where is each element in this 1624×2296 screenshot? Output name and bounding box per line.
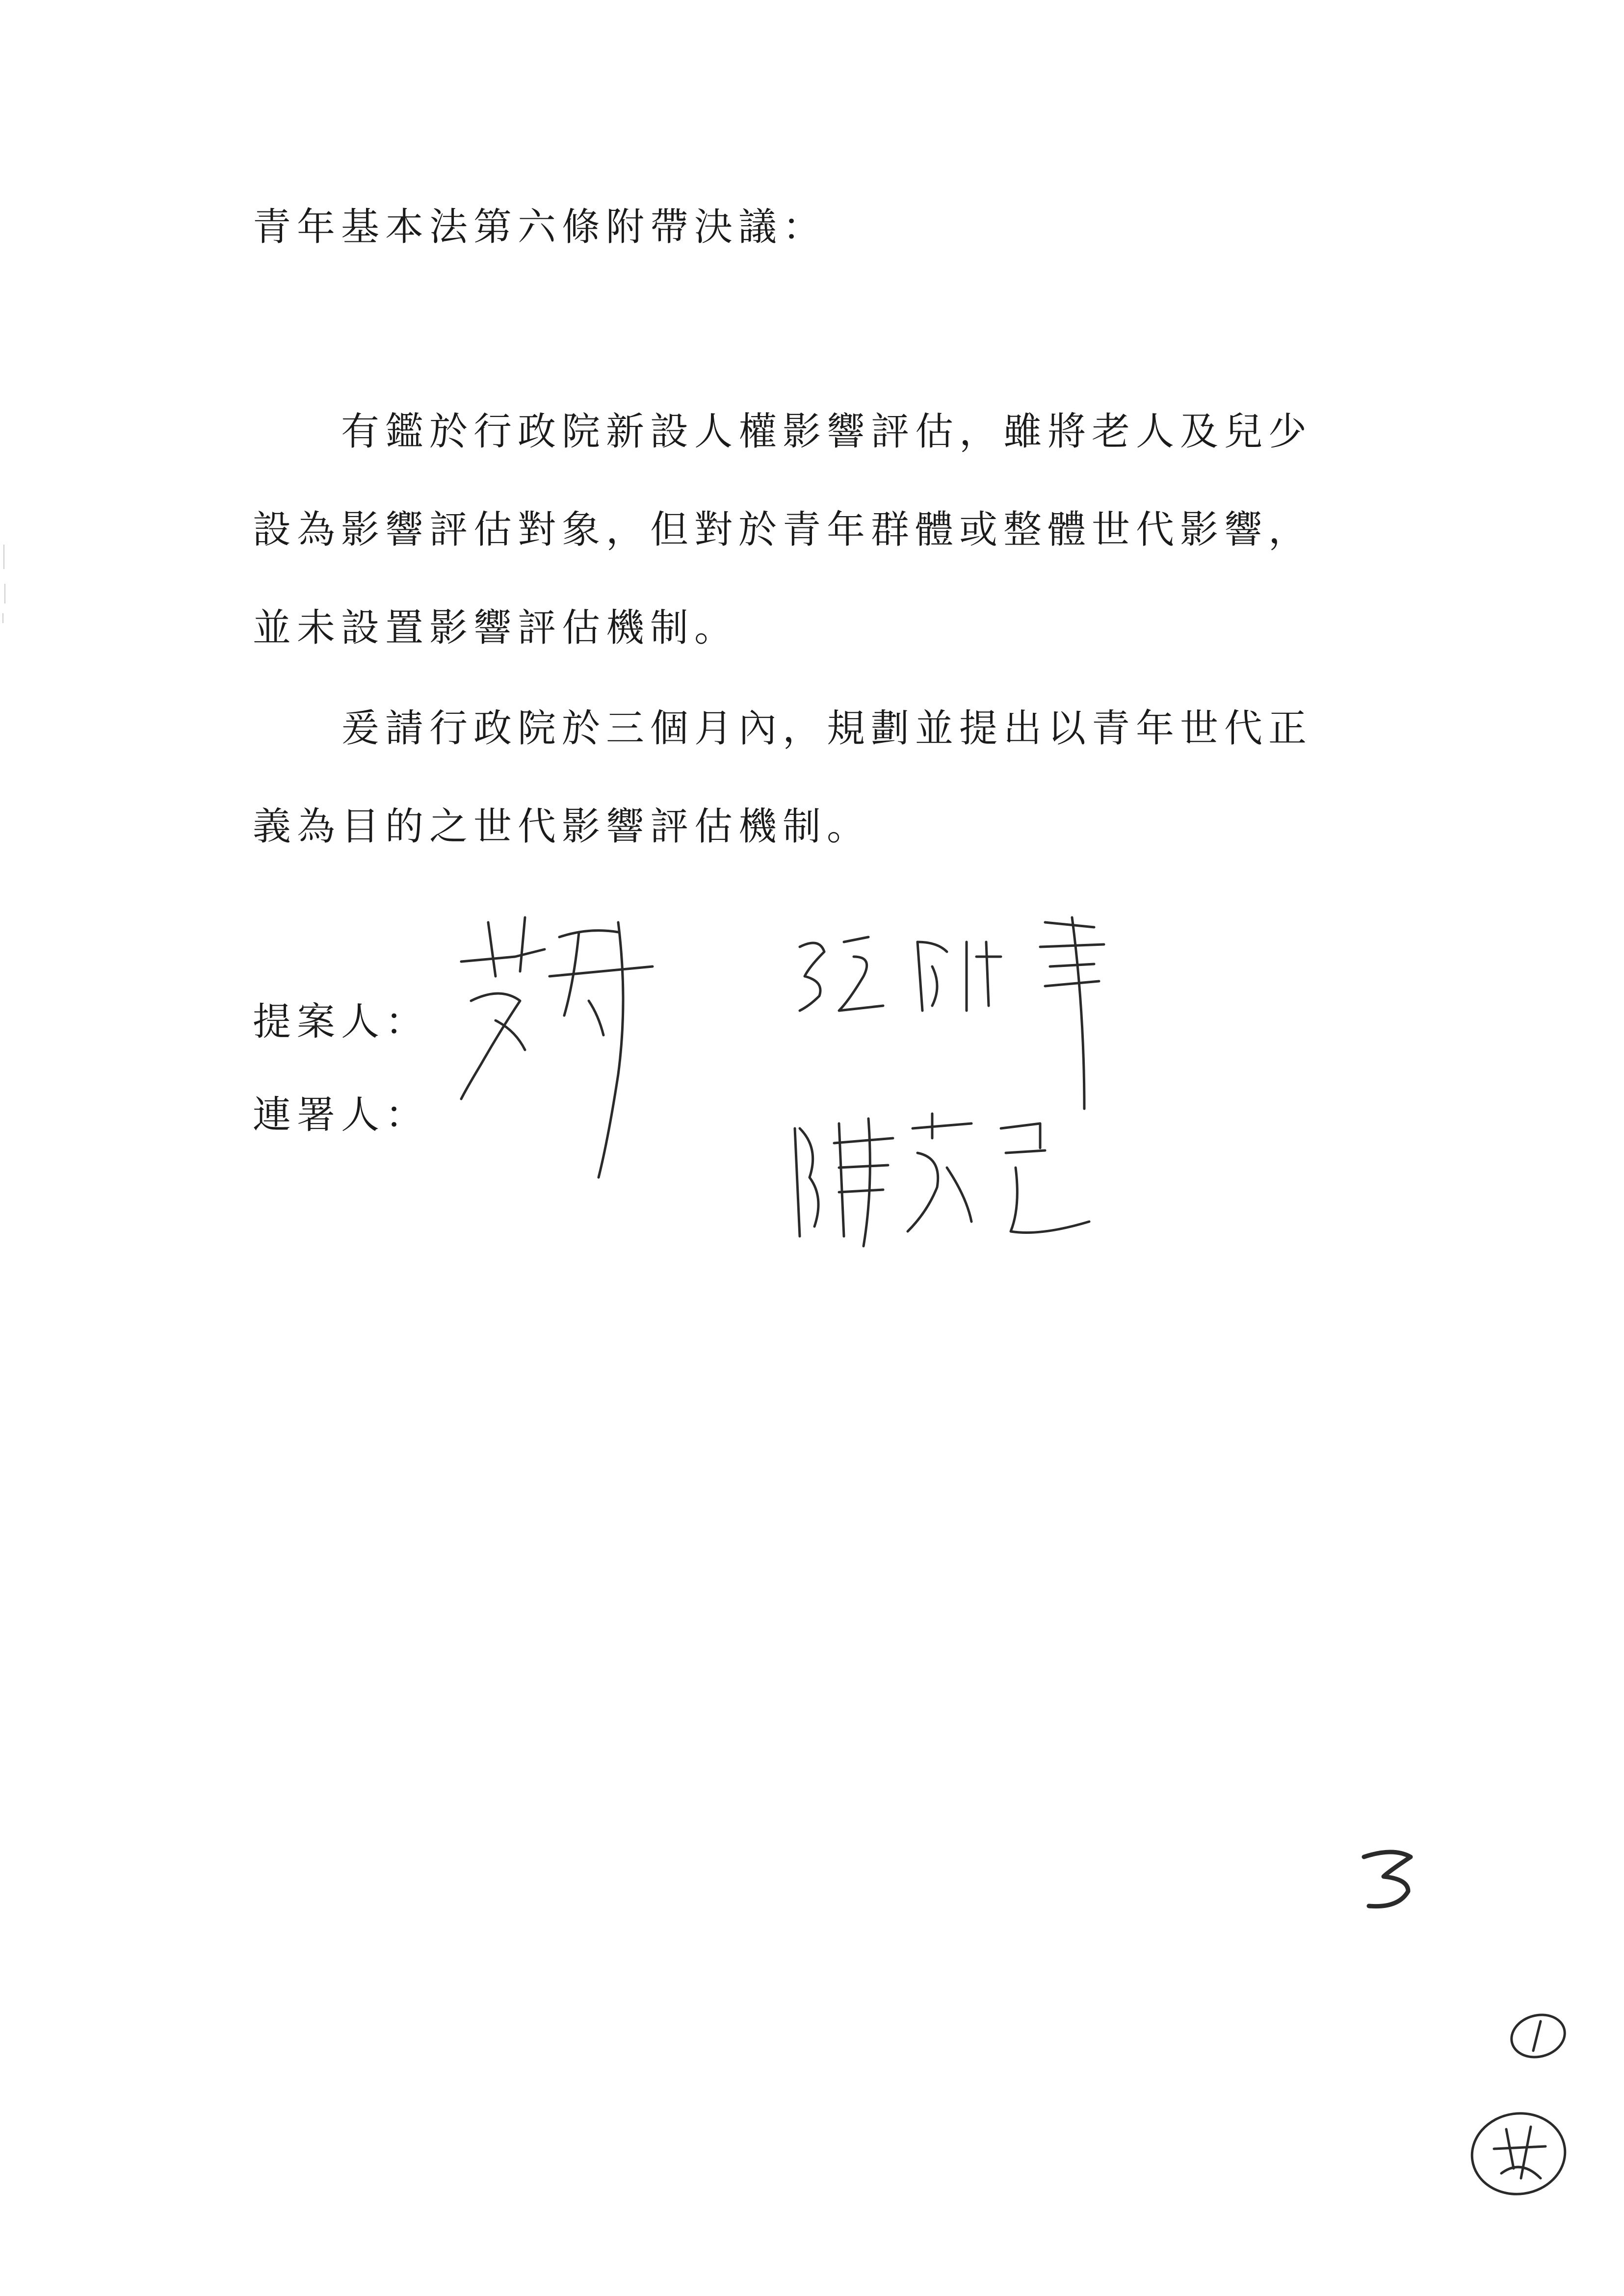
cosigner-signature: [785, 1109, 1109, 1256]
circled-number-mark: [1506, 2009, 1570, 2063]
proposer-label: 提案人：: [253, 1000, 430, 1044]
seal-stamp: [1467, 2105, 1570, 2203]
page-title: 青年基本法第六條附帶決議：: [253, 205, 827, 249]
proposer-signature-2: [790, 913, 1133, 1119]
handwritten-page-number: [1354, 1845, 1423, 1913]
proposer-signature-1: [442, 903, 672, 1187]
paragraph-2: 爰請行政院於三個月內，規劃並提出以青年世代正義為目的之世代影響評估機制。: [253, 706, 1313, 849]
paragraph-1: 有鑑於行政院新設人權影響評估，雖將老人及兒少設為影響評估對象，但對於青年群體或整體世代影響，並未設置影響評估機制。: [253, 410, 1313, 650]
scan-artifact: [0, 540, 10, 638]
cosigner-label: 連署人：: [253, 1093, 430, 1137]
